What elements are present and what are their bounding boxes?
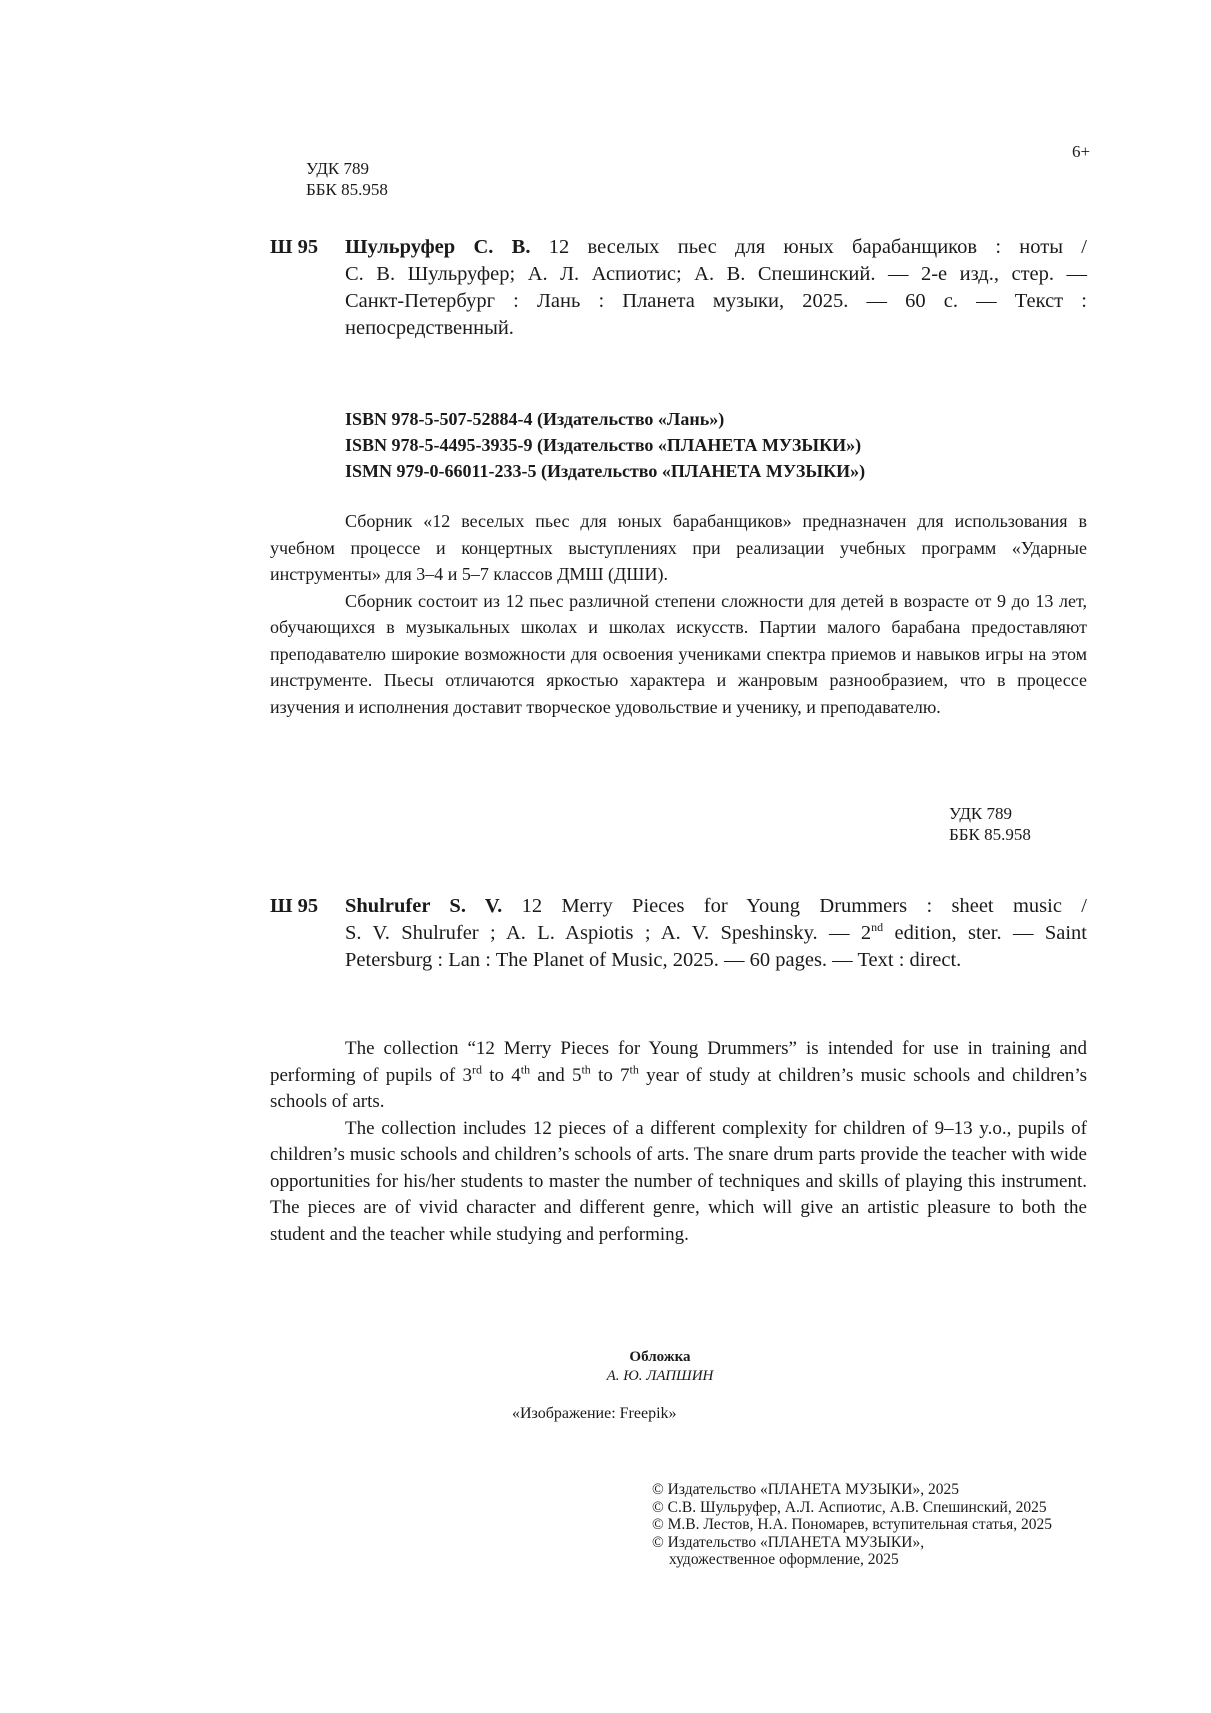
en-abstract-paragraph-1: The collection “12 Merry Pieces for Young Drummers” is intended for use in training and performing of pupils of 3rd to 4th and 5th to 7th year of study at children’s music schools and children’s schools of arts. xyxy=(270,1038,1088,1112)
ru-code: Ш 95 xyxy=(270,236,319,258)
ru-biblio-line-2: С. В. Шульруфер; А. Л. Аспиотис; А. В. Спешинский. — 2-е изд., стер. — xyxy=(345,263,1087,285)
en-biblio-line-2: S. V. Shulrufer ; A. L. Aspiotis ; A. V. Speshinsky. — 2nd edition, ster. — Saint xyxy=(345,920,1087,944)
cover-label: Обложка xyxy=(629,1349,691,1365)
en-bibliographic-record xyxy=(345,893,1087,974)
isbn-lan: ISBN 978-5-507-52884-4 (Издательство «Лань») xyxy=(345,409,725,429)
image-credit: «Изображение: Freepik» xyxy=(512,1405,677,1422)
en-author: Shulrufer S. V. xyxy=(345,895,503,917)
copyright-line: © Издательство «ПЛАНЕТА МУЗЫКИ», xyxy=(652,1533,925,1551)
cover-credit xyxy=(560,1348,760,1386)
copyright-block xyxy=(652,1481,1052,1569)
en-abstract xyxy=(270,1036,1087,1248)
ru-biblio-line-4: непосредственный. xyxy=(345,317,514,339)
ru-biblio-line-1: Шульруфер С. В. 12 веселых пьес для юных барабанщиков : ноты / xyxy=(345,236,1087,258)
copyright-line: © М.В. Лестов, Н.А. Пономарев, вступительная статья, 2025 xyxy=(652,1516,1053,1533)
en-code: Ш 95 xyxy=(270,895,319,917)
age-rating: 6+ xyxy=(1072,142,1091,161)
ismn-planeta: ISMN 979-0-66011-233-5 (Издательство «ПЛАНЕТА МУЗЫКИ») xyxy=(345,461,866,481)
ru-abstract-paragraph-2: Сборник состоит из 12 пьес различной степени сложности для детей в возрасте от 9 до 13 лет, обучающихся в музыкальных школах и школах искусств. Партии малого барабана предоставляют преподавателю широкие возможности для освоения учениками спектра приемов и навыков игры на этом инструменте. Пьесы отличаются яркостью характера и жанровым разнообразием, что в процессе изучения и исполнения доставит творческое удовольствие и ученику, и преподавателю. xyxy=(270,590,1087,717)
en-bbk: ББК 85.958 xyxy=(949,825,1031,844)
en-abstract-paragraph-2: The collection includes 12 pieces of a different complexity for children of 9–13 y.o., pupils of children’s music schools and children’s schools of arts. The snare drum parts provide the teacher with wide opportunities for his/her students to master the number of techniques and skills of playing this instrument. The pieces are of vivid character and different genre, which will give an artistic pleasure to both the student and the teacher while studying and performing. xyxy=(270,1117,1087,1245)
en-biblio-line-1: Shulrufer S. V. 12 Merry Pieces for Young Drummers : sheet music / xyxy=(345,895,1088,917)
ru-bbk: ББК 85.958 xyxy=(306,180,388,199)
en-biblio-line-3: Petersburg : Lan : The Planet of Music, 2025. — 60 pages. — Text : direct. xyxy=(345,949,962,971)
copyright-line: © Издательство «ПЛАНЕТА МУЗЫКИ», 2025 xyxy=(652,1481,959,1498)
ru-author: Шульруфер С. В. xyxy=(345,236,531,258)
en-udk: УДК 789 xyxy=(949,804,1013,823)
ru-abstract xyxy=(270,508,1087,720)
copyright-line: художественное оформление, 2025 xyxy=(669,1551,899,1568)
isbn-block xyxy=(345,406,865,484)
cover-artist: А. Ю. ЛАПШИН xyxy=(606,1368,714,1384)
copyright-line: © С.В. Шульруфер, А.Л. Аспиотис, А.В. Спешинский, 2025 xyxy=(652,1498,1047,1516)
isbn-planeta: ISBN 978-5-4495-3935-9 (Издательство «ПЛАНЕТА МУЗЫКИ») xyxy=(345,435,862,455)
ru-udk: УДК 789 xyxy=(306,159,370,178)
ru-biblio-line-3: Санкт-Петербург : Лань : Планета музыки, 2025. — 60 с. — Текст : xyxy=(345,290,1087,312)
ru-abstract-paragraph-1: Сборник «12 веселых пьес для юных барабанщиков» предназначен для использования в учебном процессе и концертных выступлениях при реализации учебных программ «Ударные инструменты» для 3–4 и 5–7 классов ДМШ (ДШИ). xyxy=(270,511,1087,584)
ru-bibliographic-record xyxy=(345,234,1087,342)
